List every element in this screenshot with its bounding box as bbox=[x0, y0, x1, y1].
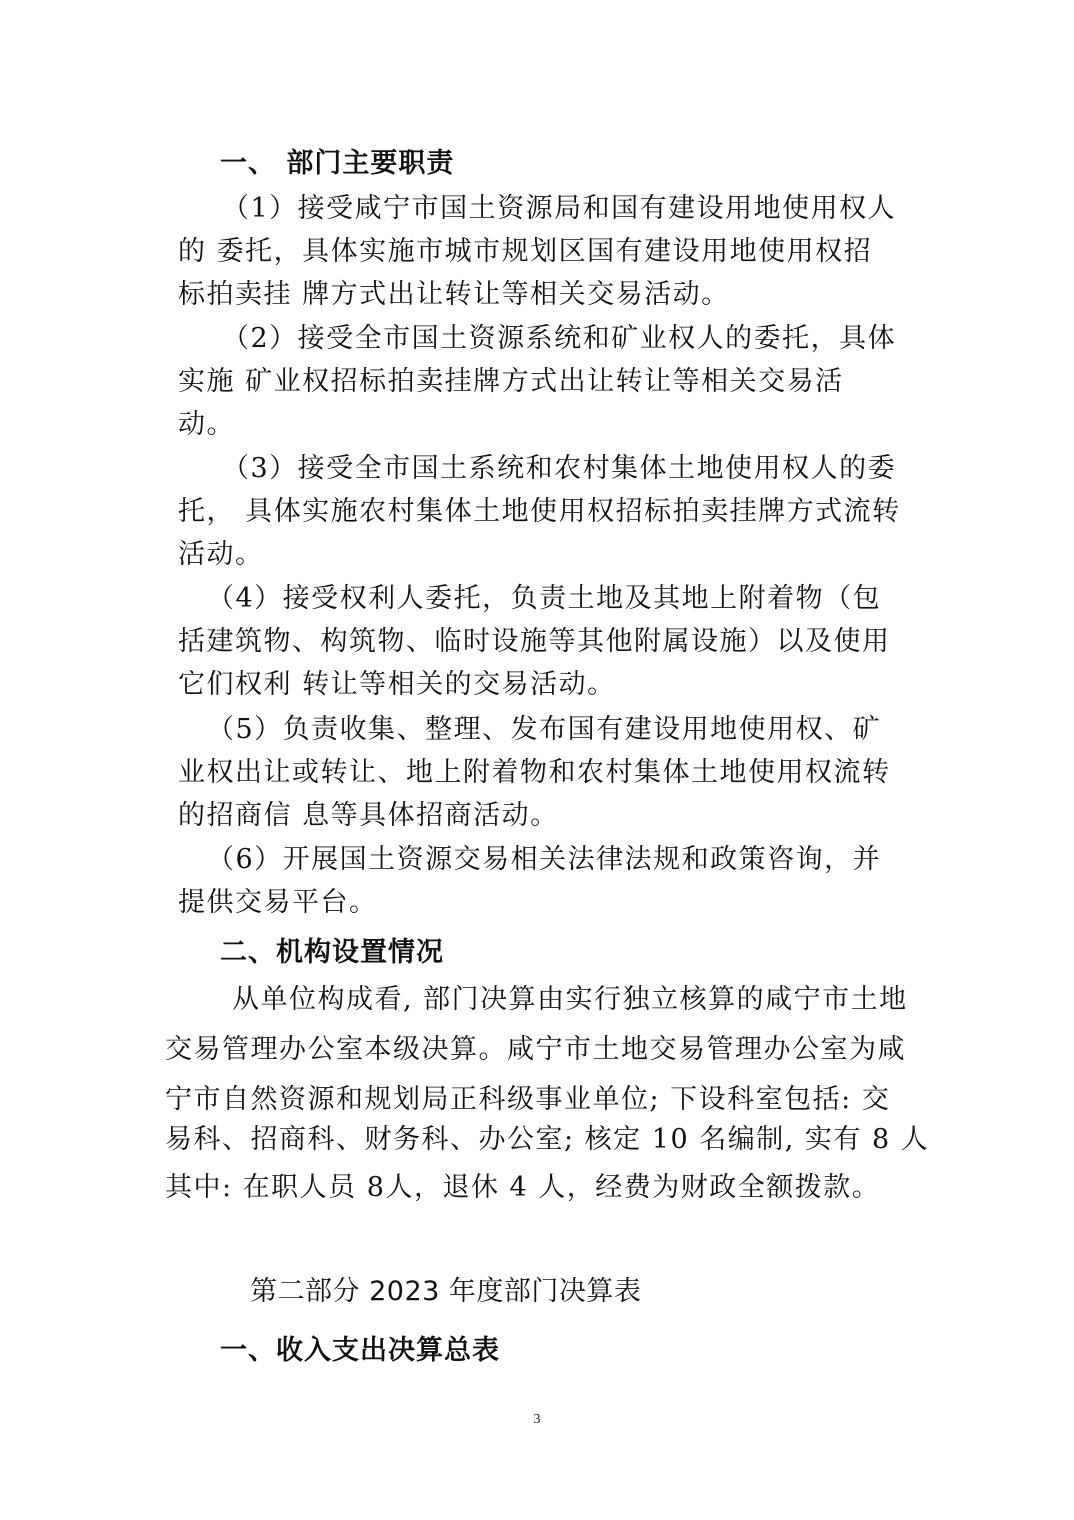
duty-item-4-line-1: （4）接受权利人委托，负责土地及其地上附着物（包 bbox=[207, 583, 882, 614]
duty-item-5-line-2: 业权出让或转让、地上附着物和农村集体土地使用权流转 bbox=[178, 757, 891, 788]
duty-item-3-line-3: 活动。 bbox=[178, 539, 264, 570]
organization-para-line-4: 易科、招商科、财务科、办公室; 核定 10 名编制, 实有 8 人 bbox=[165, 1124, 930, 1155]
duty-item-5-line-1: （5）负责收集、整理、发布国有建设用地使用权、矿 bbox=[207, 714, 882, 745]
organization-para-line-5: 其中: 在职人员 8人，退休 4 人，经费为财政全额拨款。 bbox=[165, 1172, 881, 1203]
duty-item-5-line-3: 的招商信 息等具体招商活动。 bbox=[178, 800, 559, 831]
duty-item-4-line-2: 括建筑物、构筑物、临时设施等其他附属设施）以及使用 bbox=[178, 626, 891, 657]
duty-item-2-line-1: （2）接受全市国土资源系统和矿业权人的委托，具体 bbox=[222, 323, 897, 354]
duty-item-2-line-2: 实施 矿业权招标拍卖挂牌方式出让转让等相关交易活 bbox=[178, 366, 844, 397]
part-two-heading: 第二部分 2023 年度部门决算表 bbox=[250, 1276, 642, 1307]
duty-item-1-line-2: 的 委托，具体实施市城市规划区国有建设用地使用权招 bbox=[178, 236, 873, 267]
duty-item-1-line-3: 标拍卖挂 牌方式出让转让等相关交易活动。 bbox=[178, 279, 730, 310]
table-one-heading: 一、收入支出决算总表 bbox=[220, 1335, 500, 1366]
page-number: 3 bbox=[533, 1412, 541, 1427]
organization-para-line-1: 从单位构成看, 部门决算由实行独立核算的咸宁市土地 bbox=[232, 984, 908, 1015]
duty-item-2-line-3: 动。 bbox=[178, 409, 235, 440]
duty-item-6-line-2: 提供交易平台。 bbox=[178, 887, 378, 918]
organization-para-line-2: 交易管理办公室本级决算。咸宁市土地交易管理办公室为咸 bbox=[165, 1034, 906, 1065]
duty-item-3-line-2: 托， 具体实施农村集体土地使用权招标拍卖挂牌方式流转 bbox=[178, 496, 901, 527]
duty-item-4-line-3: 它们权利 转让等相关的交易活动。 bbox=[178, 669, 616, 700]
duty-item-6-line-1: （6）开展国土资源交易相关法律法规和政策咨询，并 bbox=[207, 844, 882, 875]
section-heading-organization: 二、机构设置情况 bbox=[220, 937, 444, 968]
duty-item-1-line-1: （1）接受咸宁市国土资源局和国有建设用地使用权人 bbox=[222, 193, 897, 224]
organization-para-line-3: 宁市自然资源和规划局正科级事业单位; 下设科室包括: 交 bbox=[165, 1084, 891, 1115]
duty-item-3-line-1: （3）接受全市国土系统和农村集体土地使用权人的委 bbox=[222, 453, 897, 484]
section-heading-duties: 一、 部门主要职责 bbox=[220, 148, 455, 179]
